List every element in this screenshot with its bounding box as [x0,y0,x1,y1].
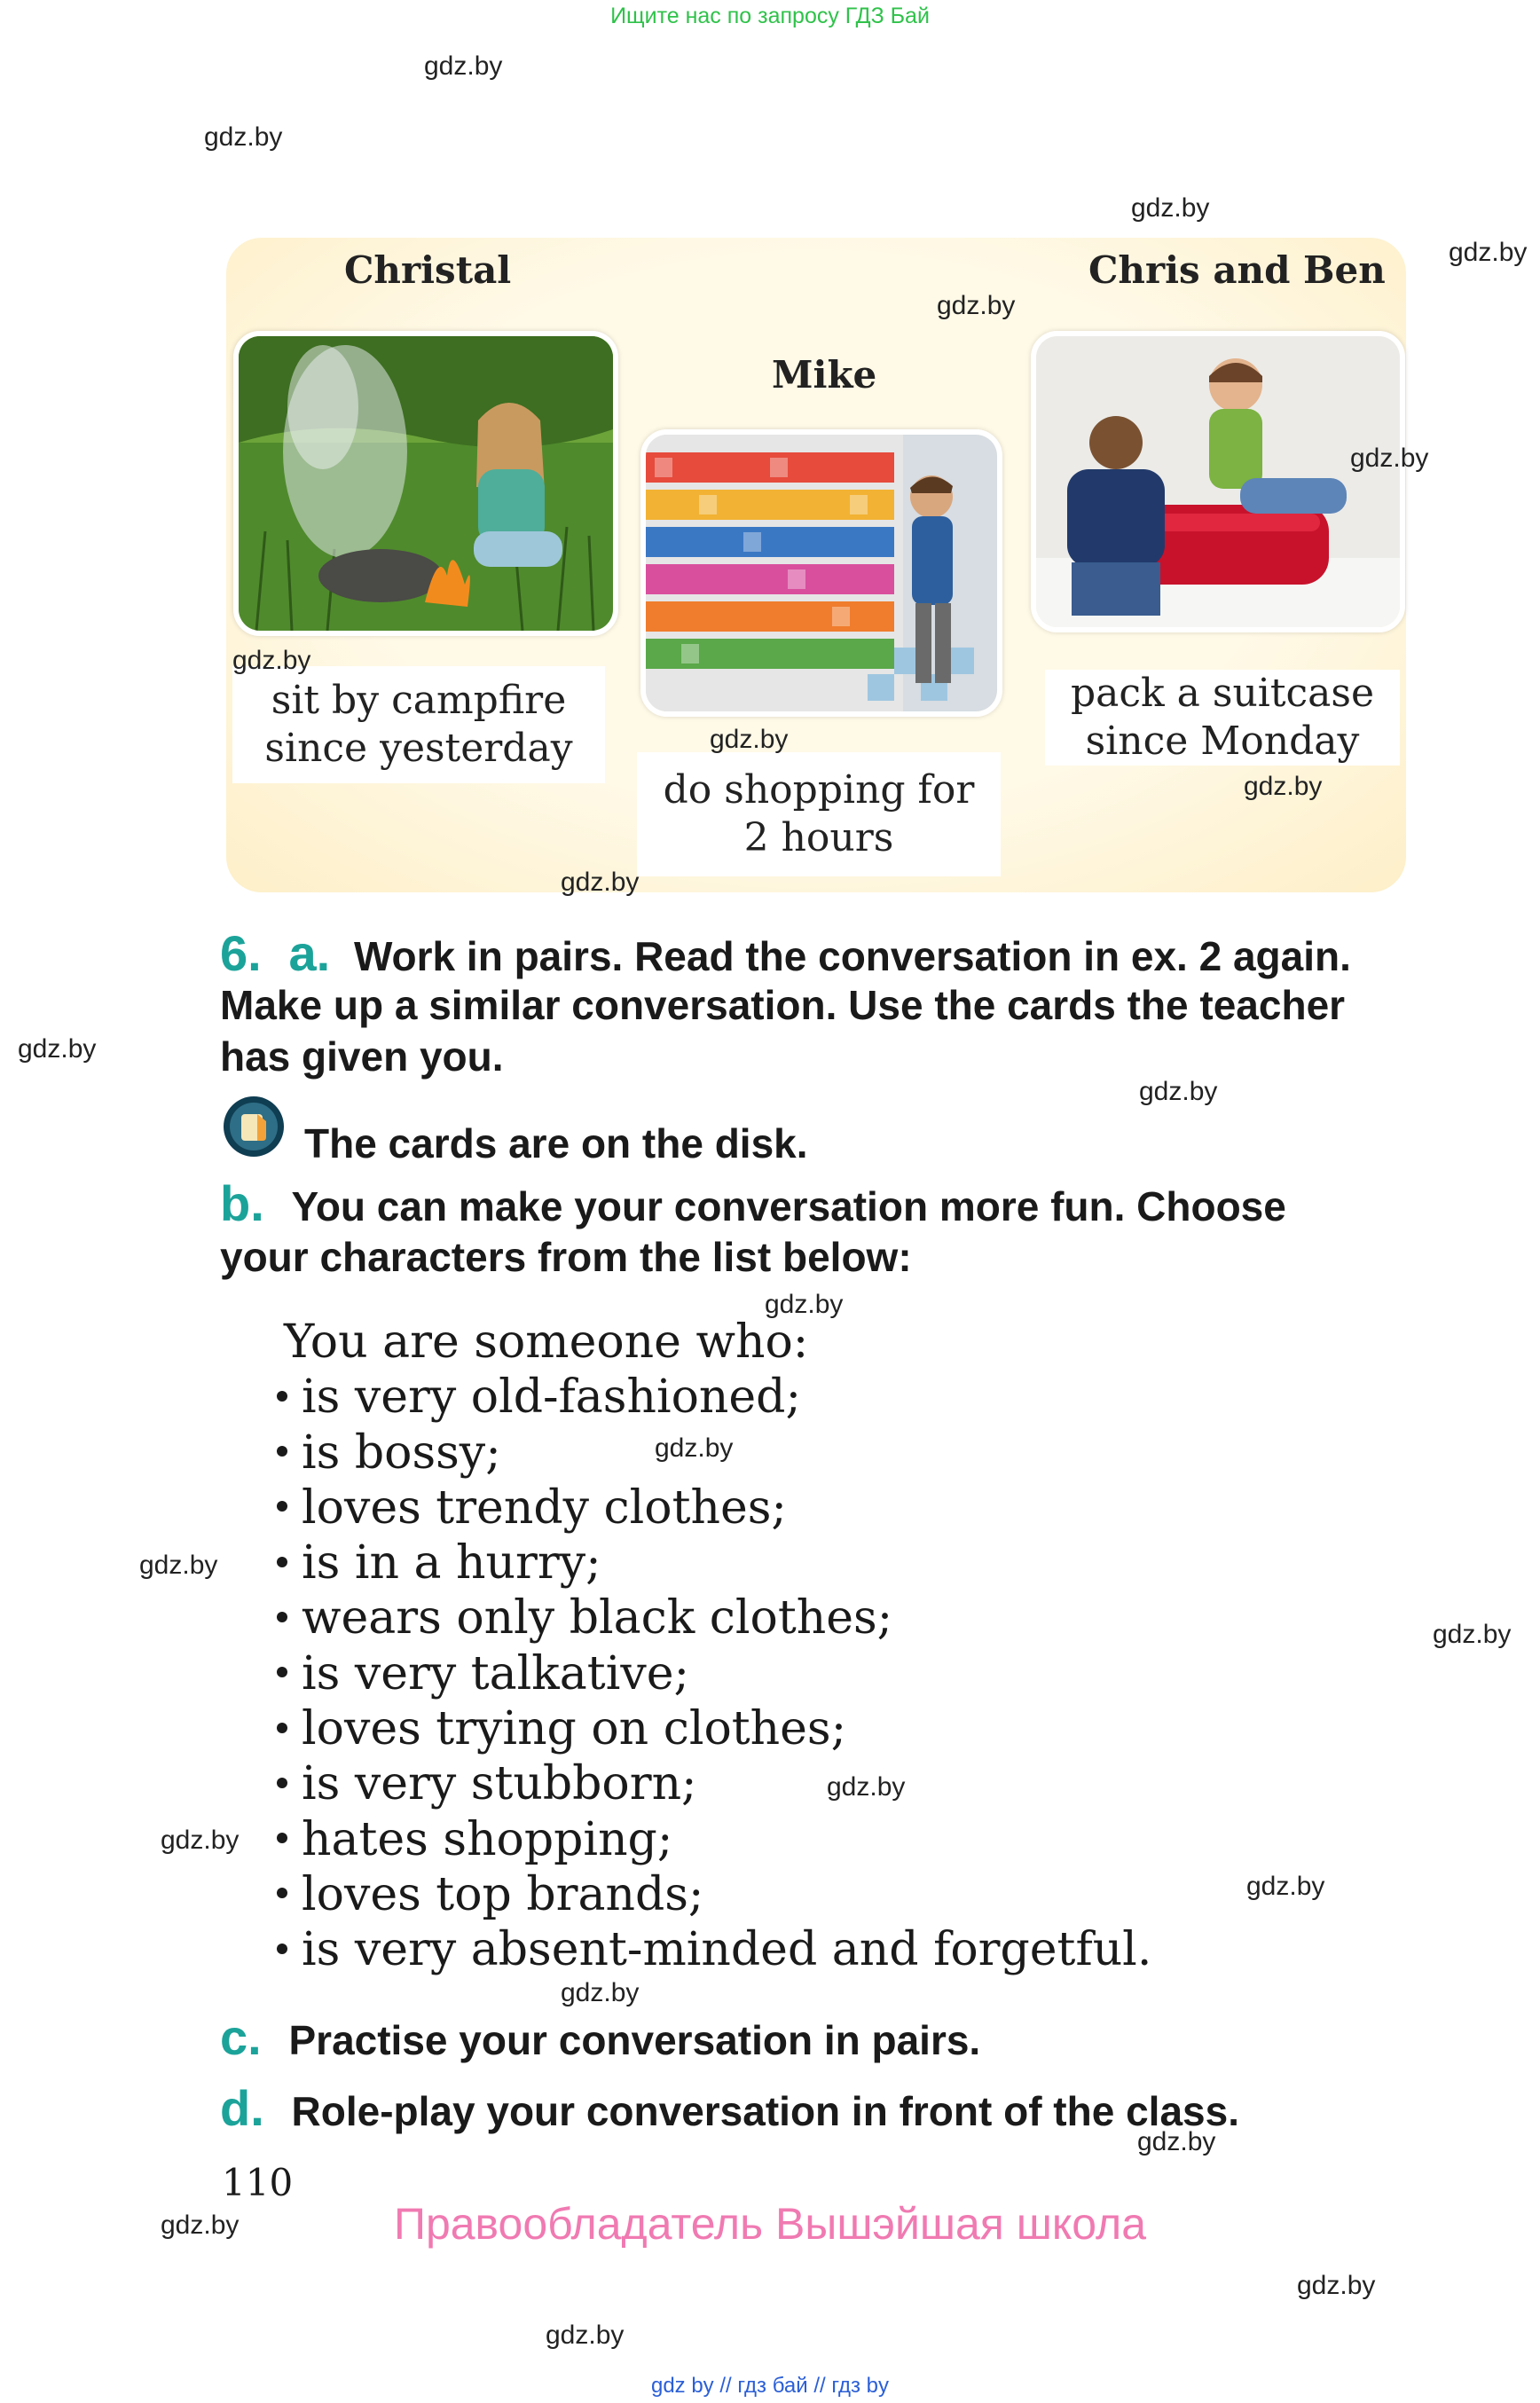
part-b-line1 [220,1174,1286,1232]
footer-links[interactable]: gdz by // гдз бай // гдз by [650,2374,890,2398]
watermark: gdz.by [18,1034,97,1064]
list-item-text: is very absent-minded and forgetful. [302,1923,1152,1977]
part-d-label: d. [220,2080,264,2136]
list-item [273,1590,1151,1645]
part-d-text: Role-play your conversation in front of the class. [291,2088,1239,2134]
disk-icon [222,1095,286,1158]
list-item-text: wears only black clothes; [302,1591,893,1645]
bullet-icon [277,1723,287,1733]
watermark: gdz.by [546,2321,625,2350]
part-a-label: a. [288,925,331,981]
bullet-icon [277,1888,287,1898]
bullet-icon [277,1391,287,1402]
bullet-icon [277,1944,287,1954]
page-number: 110 [222,2161,294,2204]
watermark: gdz.by [424,51,503,81]
bullet-icon [277,1612,287,1622]
card-name-christal: Christal [344,248,512,292]
watermark: gdz.by [1131,193,1210,223]
caption-mike [637,752,1001,876]
list-item-text: is in a hurry; [302,1536,601,1590]
photo-mike-shopping [640,429,1002,717]
photo-christal-campfire [233,331,618,636]
part-c-text: Practise your conversation in pairs. [288,2017,981,2063]
caption-mike-line2: 2 hours [743,815,894,860]
top-banner[interactable]: Ищите нас по запросу ГДЗ Бай [610,4,930,28]
bullet-icon [277,1501,287,1512]
list-item [273,1701,1151,1756]
list-item-text: loves trying on clothes; [302,1702,847,1756]
bullet-icon [277,1778,287,1788]
watermark: gdz.by [765,1290,844,1319]
list-item-text: loves trendy clothes; [302,1480,787,1535]
list-intro: You are someone who: [284,1315,809,1369]
watermark: gdz.by [139,1551,218,1580]
list-item [273,1646,1151,1701]
photo-chris-ben-suitcase [1031,331,1405,632]
card-name-chris-ben: Chris and Ben [1088,248,1386,292]
list-item [273,1370,1151,1425]
part-a-text-line3: has given you. [220,1033,504,1080]
caption-christal [232,666,605,783]
watermark: gdz.by [1350,444,1429,473]
card-name-mike: Mike [772,353,877,397]
exercise-6a-line1 [220,924,1351,982]
caption-mike-line1: do shopping for [663,767,975,813]
watermark: gdz.by [1246,1872,1325,1901]
list-item [273,1535,1151,1590]
watermark: gdz.by [937,291,1016,320]
list-item [273,1756,1151,1811]
part-b-label: b. [220,1175,264,1231]
caption-chris-ben [1045,670,1400,766]
watermark: gdz.by [204,122,283,152]
list-item-text: is very old-fashioned; [302,1370,801,1425]
watermark: gdz.by [1137,2127,1216,2156]
list-item [273,1922,1151,1977]
list-item [273,1812,1151,1867]
disk-note: The cards are on the disk. [304,1120,808,1166]
watermark: gdz.by [1244,772,1323,801]
bullet-icon [277,1667,287,1677]
watermark: gdz.by [561,1978,640,2007]
part-c-label: c. [220,2009,262,2065]
watermark: gdz.by [655,1433,734,1463]
list-item-text: is very talkative; [302,1646,689,1700]
part-c [220,2008,980,2066]
character-list [273,1315,1151,1978]
watermark: gdz.by [1297,2271,1376,2300]
list-item-text: loves top brands; [302,1867,704,1921]
watermark: gdz.by [161,2211,240,2240]
caption-chris-ben-line2: since Monday [1085,719,1360,764]
watermark: gdz.by [710,725,789,754]
part-a-text-line1: Work in pairs. Read the conversation in ex. 2 again. [353,933,1351,979]
copyright-line: Правообладатель Вышэйшая школа [394,2199,1146,2249]
caption-christal-line1: sit by campfire [271,678,567,723]
watermark: gdz.by [232,646,311,675]
part-d [220,2079,1239,2137]
list-item-text: is very stubborn; [302,1757,697,1811]
list-item-text: hates shopping; [302,1812,673,1866]
caption-chris-ben-line1: pack a suitcase [1070,671,1375,716]
caption-christal-line2: since yesterday [264,726,573,771]
bullet-icon [277,1557,287,1567]
part-b-text-line1: You can make your conversation more fun. Choose [291,1183,1286,1229]
watermark: gdz.by [827,1772,906,1802]
list-item [273,1480,1151,1535]
watermark: gdz.by [161,1826,240,1855]
list-item [273,1867,1151,1922]
part-a-text-line2: Make up a similar conversation. Use the cards the teacher [220,982,1346,1028]
watermark: gdz.by [1139,1077,1218,1106]
list-item-text: is bossy; [302,1425,501,1480]
bullet-icon [277,1833,287,1843]
bullet-icon [277,1446,287,1457]
part-b-text-line2: your characters from the list below: [220,1234,912,1280]
watermark: gdz.by [1449,238,1528,267]
watermark: gdz.by [1433,1620,1512,1649]
exercise-number: 6. [220,925,262,981]
watermark: gdz.by [561,868,640,897]
